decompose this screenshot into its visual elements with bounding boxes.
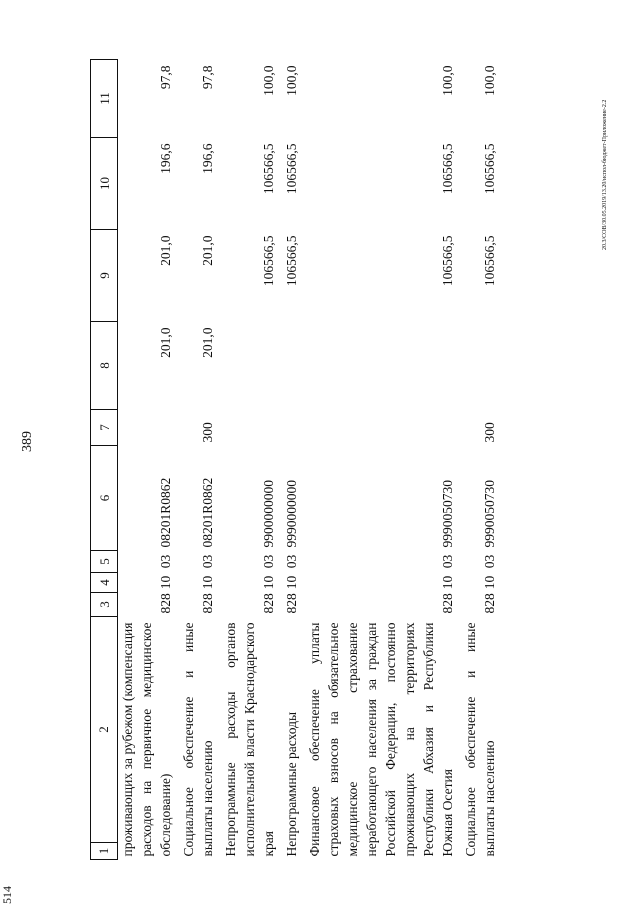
row-name: Непрограммные расходы — [284, 711, 299, 857]
value-c10: 196,6 — [200, 143, 215, 174]
expense-type: 300 — [482, 422, 497, 443]
value-c8 — [282, 322, 305, 410]
value-c9: 106566,5 — [440, 235, 455, 287]
section-code: 10 — [261, 575, 276, 590]
target-article: 9990050730 — [440, 480, 455, 548]
header-cell: 2 — [96, 726, 111, 733]
value-c11: 100,0 — [482, 65, 497, 96]
subsection-code: 03 — [482, 554, 497, 569]
value-c11: 100,0 — [440, 65, 455, 96]
target-article: 9900000000 — [261, 480, 276, 548]
row-name: проживающих за рубежом (компенсация расходов на первичное медицинское обследование) — [120, 622, 173, 857]
header-cell: 7 — [91, 410, 118, 446]
value-c11: 97,8 — [200, 65, 215, 90]
page-number: 389 — [20, 431, 35, 452]
row-name: Социальное обеспечение и иные выплаты населению — [181, 622, 215, 857]
expense-type — [221, 410, 282, 446]
ministry-code: 828 — [261, 593, 276, 614]
header-cell: 6 — [91, 446, 118, 551]
footer-path: 20.3/СОВ/30.05.2019/13.20/испол-бюджет-Приложение-2.2 — [602, 99, 608, 250]
target-article: 08201R0862 — [200, 477, 215, 548]
value-c8 — [305, 322, 461, 410]
table-row — [282, 60, 305, 860]
target-article: 9990050730 — [482, 480, 497, 548]
value-c8: 201,0 — [158, 327, 173, 358]
header-cell: 1 — [91, 842, 117, 859]
value-c10: 196,6 — [158, 143, 173, 174]
header-cell — [91, 617, 118, 860]
header-cell: 4 — [91, 573, 118, 593]
value-c8: 201,0 — [200, 327, 215, 358]
value-c8 — [221, 322, 282, 410]
expense-type — [305, 410, 461, 446]
section-code: 10 — [284, 575, 299, 590]
target-article: 08201R0862 — [158, 477, 173, 548]
ministry-code: 828 — [440, 593, 455, 614]
table-row — [179, 60, 221, 860]
subsection-code: 03 — [284, 554, 299, 569]
header-cell: 8 — [91, 322, 118, 410]
ministry-code: 828 — [200, 593, 215, 614]
value-c9: 106566,5 — [482, 235, 497, 287]
value-c10: 106566,5 — [261, 143, 276, 195]
section-code: 10 — [158, 575, 173, 590]
row-name: Социальное обеспечение и иные выплаты населению — [463, 622, 497, 857]
value-c9: 201,0 — [200, 235, 215, 266]
value-c10: 106566,5 — [440, 143, 455, 195]
header-cell: 9 — [91, 230, 118, 322]
value-c9: 106566,5 — [261, 235, 276, 287]
table-row — [305, 60, 461, 860]
table-row — [118, 60, 180, 860]
ministry-code: 828 — [482, 593, 497, 614]
subsection-code: 03 — [200, 554, 215, 569]
rotated-table-region — [90, 60, 612, 860]
value-c10: 106566,5 — [284, 143, 299, 195]
ministry-code: 828 — [284, 593, 299, 614]
value-c10: 106566,5 — [482, 143, 497, 195]
row-name: Финансовое обеспечение уплаты страховых взносов на обязательное медицинское страхование неработающего населения за граждан Российской Федерации, постоянно проживающих на территориях Республики Абхазия и Республики Южная Осетия — [307, 622, 455, 857]
value-c9: 106566,5 — [284, 235, 299, 287]
budget-table — [90, 59, 503, 860]
section-code: 10 — [440, 575, 455, 590]
sheet-number: 514 — [0, 886, 14, 904]
subsection-code: 03 — [440, 554, 455, 569]
header-cell: 5 — [91, 551, 118, 573]
header-cell: 10 — [91, 138, 118, 230]
ministry-code: 828 — [158, 593, 173, 614]
expense-type — [118, 410, 180, 446]
subsection-code: 03 — [158, 554, 173, 569]
section-code: 10 — [482, 575, 497, 590]
header-cell: 3 — [91, 593, 118, 617]
expense-type: 300 — [200, 422, 215, 443]
table-row — [221, 60, 282, 860]
row-name: Непрограммные расходы органов исполнительной власти Краснодарского края — [223, 622, 276, 857]
expense-type — [282, 410, 305, 446]
target-article: 9990000000 — [284, 480, 299, 548]
value-c9: 201,0 — [158, 235, 173, 266]
value-c8 — [461, 322, 503, 410]
value-c11: 97,8 — [158, 65, 173, 90]
section-code: 10 — [200, 575, 215, 590]
header-row — [91, 60, 118, 860]
subsection-code: 03 — [261, 554, 276, 569]
header-cell: 11 — [91, 60, 118, 138]
table-row — [461, 60, 503, 860]
value-c11: 100,0 — [284, 65, 299, 96]
value-c11: 100,0 — [261, 65, 276, 96]
